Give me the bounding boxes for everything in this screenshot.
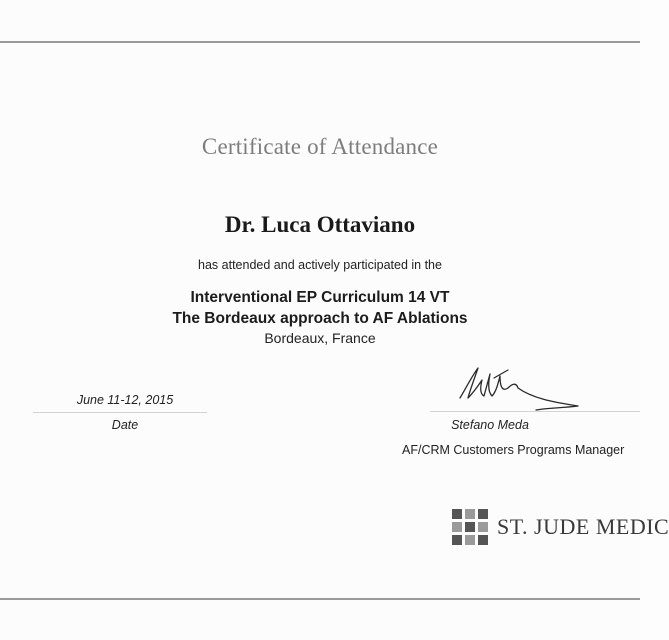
attendance-statement: has attended and actively participated in the bbox=[198, 258, 442, 272]
course-subtitle: The Bordeaux approach to AF Ablations bbox=[172, 310, 468, 327]
signature-line bbox=[430, 411, 640, 412]
signer-role: AF/CRM Customers Programs Manager bbox=[402, 443, 625, 457]
event-date: June 11-12, 2015 bbox=[76, 393, 174, 407]
course-title: Interventional EP Curriculum 14 VT bbox=[190, 289, 450, 306]
date-line bbox=[33, 412, 207, 413]
recipient-name: Dr. Luca Ottaviano bbox=[224, 212, 416, 237]
date-label: Date bbox=[111, 418, 139, 432]
signer-name: Stefano Meda bbox=[451, 418, 529, 432]
top-border-rule bbox=[0, 41, 640, 43]
bottom-border-rule bbox=[0, 598, 640, 600]
event-location: Bordeaux, France bbox=[264, 330, 376, 346]
company-logo-text: ST. JUDE MEDIC bbox=[497, 514, 669, 539]
signature-image bbox=[452, 358, 582, 416]
certificate-heading: Certificate of Attendance bbox=[201, 134, 439, 159]
st-jude-grid-logo-icon bbox=[452, 509, 488, 545]
